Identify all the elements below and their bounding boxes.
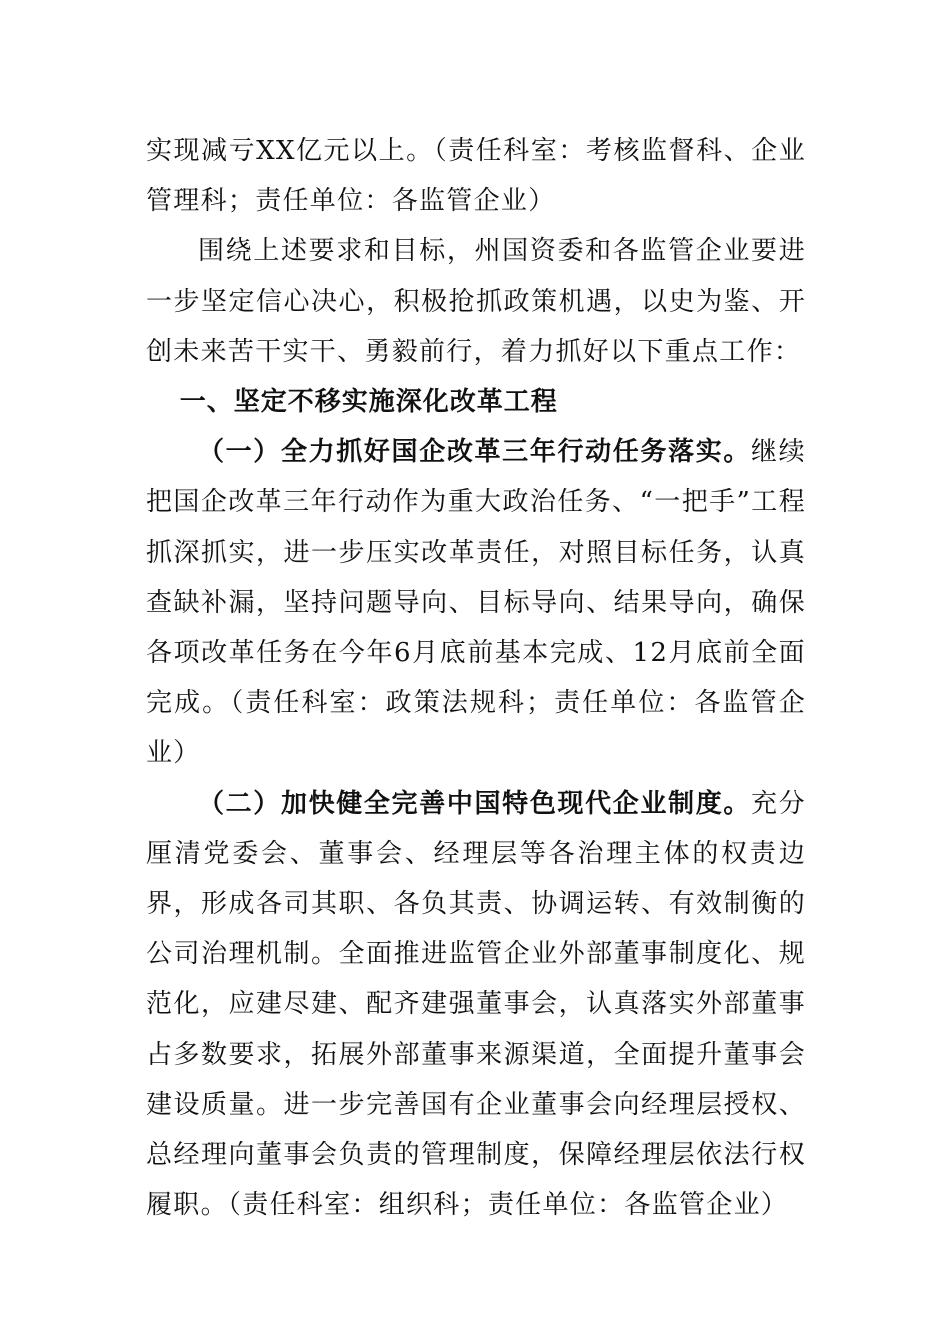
item-1-title: （一）全力抓好国企改革三年行动任务落实。 (198, 437, 752, 468)
paragraph-item-2 (146, 779, 806, 1231)
paragraph-item-1 (146, 427, 806, 778)
item-1-body: 继续把国企改革三年行动作为重大政治任务、“一把手”工程抓深抓实，进一步压实改革责任，对照目标任务，认真查缺补漏，坚持问题导向、目标导向、结果导向，确保各项改革任务在今年6月底前基本完成、12月底前全面完成。（责任科室：政策法规科；责任单位：各监管企业） (146, 437, 806, 769)
item-2-title: （二）加快健全完善中国特色现代企业制度。 (198, 788, 752, 819)
item-2-body: 充分厘清党委会、董事会、经理层等各治理主体的权责边界，形成各司其职、各负其责、协调运转、有效制衡的公司治理机制。全面推进监管企业外部董事制度化、规范化，应建尽建、配齐建强董事会，认真落实外部董事占多数要求，拓展外部董事来源渠道，全面提升董事会建设质量。进一步完善国有企业董事会向经理层授权、总经理向董事会负责的管理制度，保障经理层依法行权履职。（责任科室：组织科；责任单位：各监管企业） (146, 788, 806, 1221)
document-body (146, 126, 806, 1230)
paragraph-continuation: 实现减亏XX亿元以上。（责任科室：考核监督科、企业管理科；责任单位：各监管企业） (146, 136, 806, 217)
section-heading: 一、坚定不移实施深化改革工程 (179, 387, 558, 418)
paragraph-intro: 围绕上述要求和目标，州国资委和各监管企业要进一步坚定信心决心，积极抢抓政策机遇，以史为鉴、开创未来苦干实干、勇毅前行，着力抓好以下重点工作： (146, 236, 806, 367)
